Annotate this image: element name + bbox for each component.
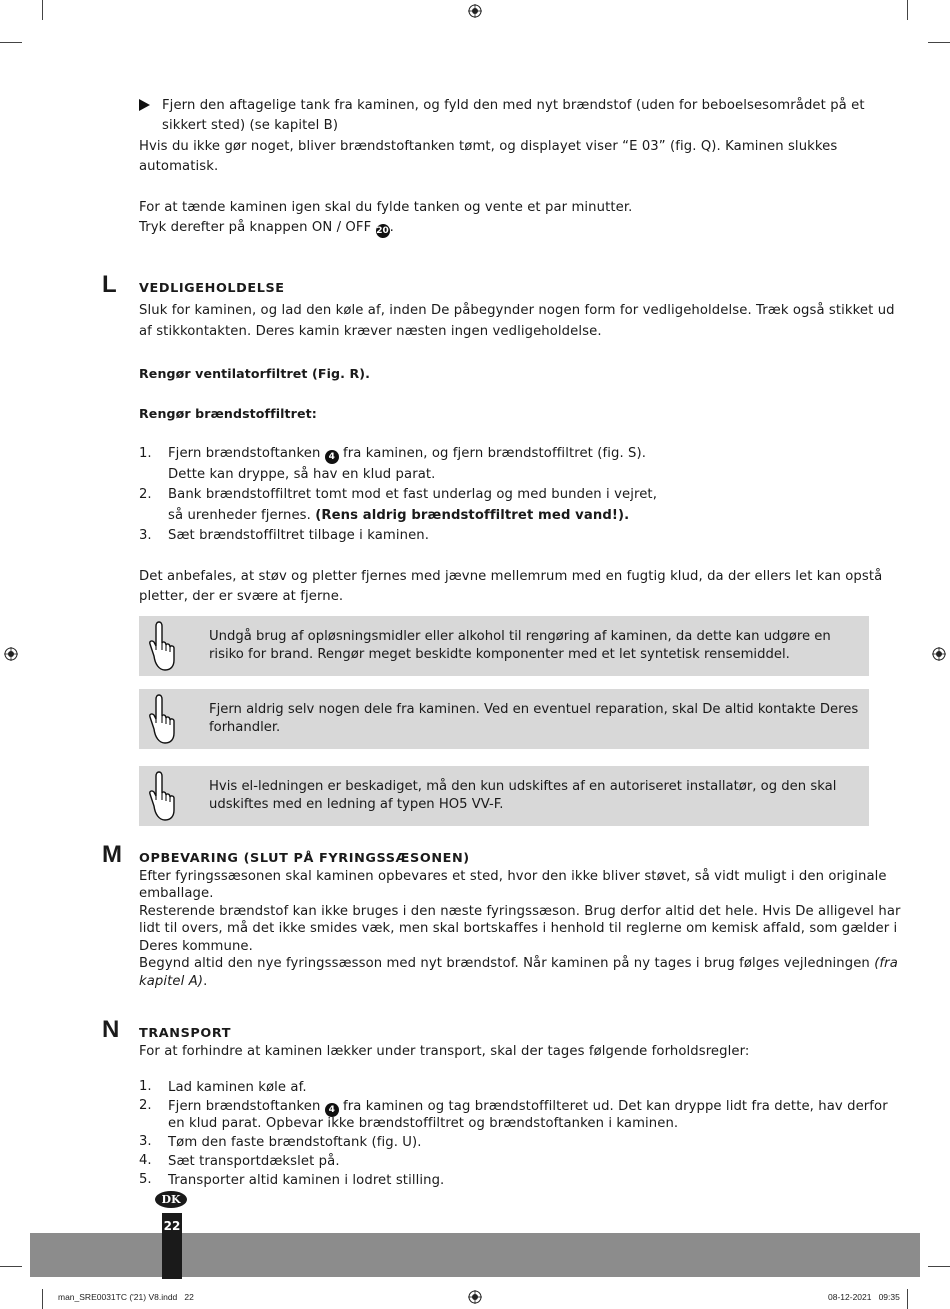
paragraph-text: . [389,220,394,235]
crop-mark [42,0,43,20]
step-text: Dette kan dryppe, så hav en klud parat. [168,467,436,482]
crop-mark [907,0,908,20]
paragraph: Efter fyringssæsonen skal kaminen opbevares et sted, hvor den ikke bliver støvet, så vidt muligt i den originale [139,869,887,884]
print-slug-filename: man_SRE0031TC ('21) V8.indd 22 [58,1292,194,1302]
step-text-part: Fjern brændstoftanken [168,1099,325,1114]
bullet-text: Fjern den aftagelige tank fra kaminen, og fyld den med nyt brændstof (uden for beboelsesområdet på et [162,98,865,113]
paragraph-text: . [203,974,208,989]
paragraph: Resterende brændstof kan ikke bruges i den næste fyringssæson. Brug derfor altid det hele. Hvis De alligevel har [139,904,901,919]
section-heading: TRANSPORT [139,1026,232,1041]
paragraph-italic: (fra [874,956,898,971]
note-line: risiko for brand. Rengør meget beskidte komponenter med et let syntetisk rensemiddel. [209,647,790,662]
step-number: 2. [139,487,152,502]
note-line: forhandler. [209,720,281,735]
crop-mark [42,1289,43,1309]
section-heading: OPBEVARING (SLUT PÅ FYRINGSSÆSONEN) [139,851,470,866]
note-text [209,628,831,664]
part-number-badge: 4 [325,450,339,464]
step-text: Lad kaminen køle af. [168,1080,307,1095]
step-text-part: så urenheder fjernes. [168,508,316,523]
print-slug-timestamp: 08-12-2021 09:35 [828,1292,900,1302]
step-number: 5. [139,1172,152,1187]
step-number: 4. [139,1153,152,1168]
paragraph: automatisk. [139,159,219,174]
paragraph [139,973,207,991]
note-line: Fjern aldrig selv nogen dele fra kaminen. Ved en eventuel reparation, skal De altid kontakte Deres [209,702,859,717]
note-box [139,766,869,826]
step-number: 1. [139,1079,152,1094]
paragraph-text: Tryk derefter på knappen ON / OFF [139,220,376,235]
step-text-part: Fjern brændstoftanken [168,446,325,461]
bullet-arrow-icon [139,99,150,111]
paragraph: For at forhindre at kaminen lækker under transport, skal der tages følgende forholdsregler: [139,1044,750,1059]
step-number: 2. [139,1098,152,1113]
step-text [168,444,646,464]
paragraph: Hvis du ikke gør noget, bliver brændstoftanken tømt, og displayet viser “E 03” (fig. Q). Kaminen slukkes [139,139,838,154]
page-number: 22 [163,1219,181,1233]
subheading: Rengør ventilatorfiltret (Fig. R). [139,366,371,381]
paragraph: For at tænde kaminen igen skal du fylde tanken og vente et par minutter. [139,200,633,215]
registration-mark-icon [468,4,482,18]
step-number: 3. [139,1134,152,1149]
paragraph [139,218,394,238]
step-text-part: fra kaminen og tag brændstoffilteret ud. Det kan dryppe lidt fra dette, hav derfor [338,1099,888,1114]
paragraph-text: Begynd altid den nye fyringssæsson med nyt brændstof. Når kaminen på ny tages i brug følges vejledningen [139,956,875,971]
step-number: 3. [139,528,152,543]
section-letter: N [102,1016,120,1043]
step-text: Sæt brændstoffiltret tilbage i kaminen. [168,528,430,543]
crop-mark [907,1289,908,1309]
section-letter: M [102,841,122,868]
section-heading: VEDLIGEHOLDELSE [139,281,285,296]
note-box [139,616,869,676]
paragraph-italic: kapitel A) [139,974,204,989]
paragraph: Det anbefales, at støv og pletter fjernes med jævne mellemrum med en fugtig klud, da der ellers let kan opstå [139,569,883,584]
step-text: Sæt transportdækslet på. [168,1154,340,1169]
note-text [209,701,858,737]
paragraph: Sluk for kaminen, og lad den køle af, inden De påbegynder nogen form for vedligeholdelse. Træk også stikket ud [139,303,895,318]
section-letter: L [102,271,117,298]
paragraph: pletter, der er svære at fjerne. [139,589,344,604]
note-line: Hvis el-ledningen er beskadiget, må den kun udskiftes af en autoriseret installatør, og den skal [209,779,837,794]
warning-text: (Rens aldrig brændstoffiltret med vand!). [315,508,630,523]
pointing-hand-icon [145,770,177,824]
step-text: en klud parat. Opbevar ikke brændstoffiltret og brændstoftanken i kaminen. [168,1116,679,1131]
pointing-hand-icon [145,620,177,674]
note-box [139,689,869,749]
step-text [168,506,629,526]
language-badge: DK [155,1191,187,1208]
step-text: Bank brændstoffiltret tomt mod et fast underlag og med bunden i vejret, [168,487,657,502]
crop-mark [928,42,950,43]
registration-mark-icon [4,647,18,661]
bullet-text: sikkert sted) (se kapitel B) [162,118,339,133]
paragraph: Deres kommune. [139,939,253,954]
registration-mark-icon [932,647,946,661]
crop-mark [0,1266,22,1267]
pointing-hand-icon [145,693,177,747]
crop-mark [928,1266,950,1267]
step-number: 1. [139,446,152,461]
paragraph: lidt til overs, må det ikke smides væk, men skal bortskaffes i henhold til reglerne om kemisk affald, som gælder i [139,921,898,936]
step-text: Tøm den faste brændstoftank (fig. U). [168,1135,422,1150]
note-line: udskiftes med en ledning af typen HO5 VV-F. [209,797,504,812]
registration-mark-icon [468,1290,482,1304]
note-line: Undgå brug af opløsningsmidler eller alkohol til rengøring af kaminen, da dette kan udgøre en [209,629,831,644]
note-text [209,778,836,814]
crop-mark [0,42,22,43]
subheading: Rengør brændstoffiltret: [139,406,317,421]
paragraph: af stikkontakten. Deres kamin kræver næsten ingen vedligeholdelse. [139,324,602,339]
part-number-badge: 20 [376,226,389,236]
step-text-part: fra kaminen, og fjern brændstoffiltret (fig. S). [338,446,647,461]
paragraph: emballage. [139,886,214,901]
part-number-badge: 4 [325,1103,339,1117]
step-text: Transporter altid kaminen i lodret stilling. [168,1173,445,1188]
paragraph [139,955,898,973]
